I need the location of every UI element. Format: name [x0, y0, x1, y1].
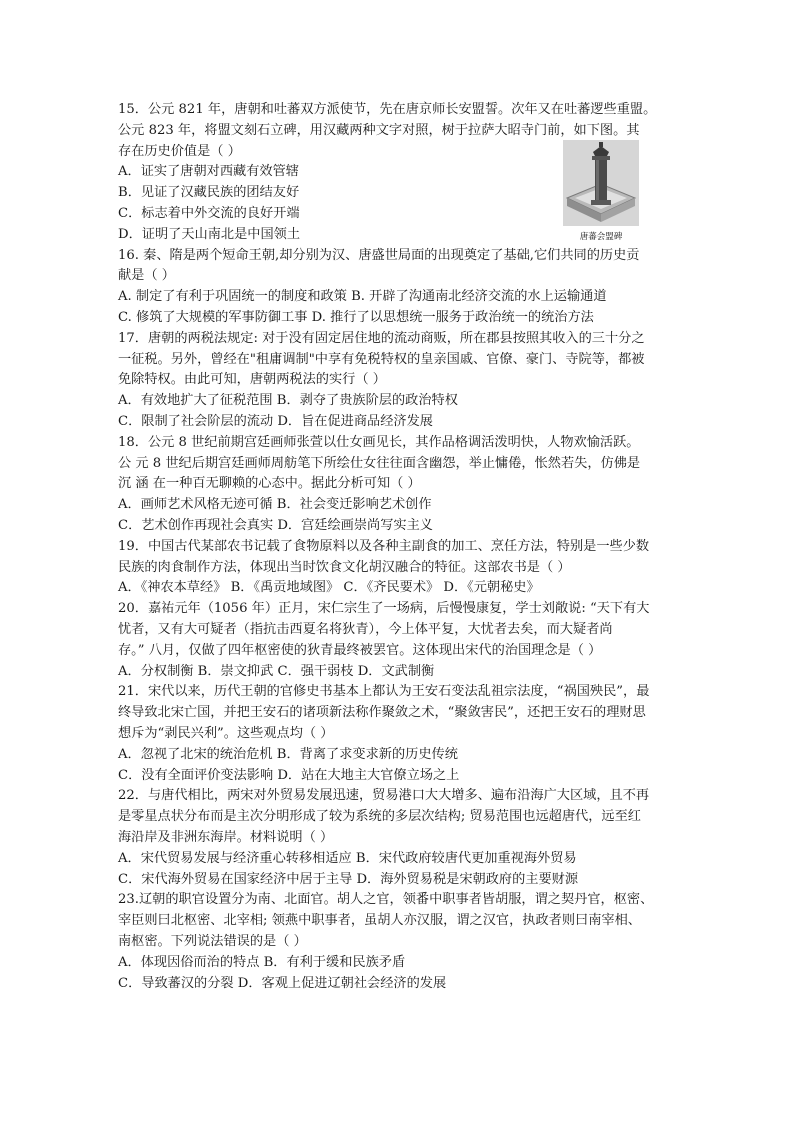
text-line: 想斥为“剥民兴利”。这些观点均（ ） [118, 726, 334, 741]
text-line: 17．唐朝的两税法规定: 对于没有固定居住地的流动商贩，所在郡县按照其收入的三十分之 [118, 330, 645, 346]
stele-icon [563, 140, 639, 226]
text-line: C．艺术创作再现社会真实 D．宫廷绘画崇尚写实主义 [118, 518, 433, 533]
text-line: A. 制定了有利于巩固统一的制度和政策 B. 开辟了沟通南北经济交流的水上运输通道 [118, 289, 607, 305]
text-line: A．画师艺术风格无迹可循 B．社会变迁影响艺术创作 [118, 497, 432, 513]
stele-figure [563, 140, 639, 244]
text-line: 沉 涵 在一种百无聊赖的心态中。据此分析可知（ ） [118, 476, 421, 492]
text-line: C. 修筑了大规模的军事防御工事 D. 推行了以思想统一服务于政治统一的统治方法 [118, 310, 594, 325]
text-line: 献是（ ） [118, 268, 175, 284]
text-line: 海沿岸及非洲东海岸。材料说明（ ） [118, 830, 334, 845]
text-line: 16. 秦、隋是两个短命王朝,却分别为汉、唐盛世局面的出现奠定了基础,它们共同的历史贡 [118, 247, 640, 263]
text-line: C．没有全面评价变法影响 D．站在大地主大官僚立场之上 [118, 767, 460, 783]
text-line: 22．与唐代相比，两宋对外贸易发展迅速，贸易港口大大增多、遍布沿海广大区域，且不再 [118, 788, 650, 804]
text-line: D．证明了天山南北是中国领土 [118, 226, 301, 242]
text-line: 免除特权。由此可知，唐朝两税法的实行（ ） [118, 372, 386, 388]
text-line: A．忽视了北宋的统治危机 B．背离了求变求新的历史传统 [118, 746, 458, 762]
text-line: 15．公元 821 年，唐朝和吐蕃双方派使节，先在唐京师长安盟誓。次年又在吐蕃逻些重盟。 [118, 102, 657, 117]
text-line: A．证实了唐朝对西藏有效管辖 [118, 164, 299, 180]
text-line: B．见证了汉藏民族的团结友好 [118, 185, 300, 201]
text-line: 公元 823 年，将盟文刻石立碑，用汉藏两种文字对照，树于拉萨大昭寺门前，如下图。其 [118, 122, 640, 138]
text-line: A．有效地扩大了征税范围 B．剥夺了贵族阶层的政治特权 [118, 393, 458, 409]
stele-photo [563, 140, 639, 226]
text-line: 终导致北宋亡国，并把王安石的诸项新法称作聚敛之术，“聚敛害民”，还把王安石的理财思 [118, 705, 646, 721]
text-line: A．宋代贸易发展与经济重心转移相适应 B．宋代政府较唐代更加重视海外贸易 [118, 850, 577, 866]
text-line: 是零星点状分布而是主次分明形成了较为系统的多层次结构; 贸易范围也远超唐代，远至红 [118, 809, 641, 825]
stele-caption: 唐蕃会盟碑 [579, 232, 623, 242]
text-line: 20．嘉祐元年（1056 年）正月，宋仁宗生了一场病，后慢慢康复，学士刘敞说: “天下有大 [118, 601, 650, 617]
text-line: C．宋代海外贸易在国家经济中居于主导 D．海外贸易税是宋朝政府的主要财源 [118, 871, 579, 887]
text-line: 存在历史价值是（ ） [118, 143, 241, 159]
text-line: 忧者，又有大可疑者（指抗击西夏名将狄青），今上体平复，大忧者去矣，而大疑者尚 [118, 622, 613, 637]
text-line: A．分权制衡 B．崇文抑武 C．强干弱枝 D．文武制衡 [118, 663, 435, 679]
text-line: 18．公元 8 世纪前期宫廷画师张萱以仕女画见长，其作品格调活泼明快，人物欢愉活跃。 [118, 434, 640, 450]
text-line: A．体现因俗而治的特点 B．有利于缓和民族矛盾 [118, 954, 406, 970]
text-line: C．导致蕃汉的分裂 D．客观上促进辽朝社会经济的发展 [118, 975, 447, 991]
text-line: 一征税。另外，曾经在"租庸调制"中享有免税特权的皇亲国戚、官僚、豪门、寺院等，都被 [118, 351, 645, 367]
text-line: A．《神农本草经》 B．《禹贡地域图》 C．《齐民要术》 D．《元朝秘史》 [118, 580, 540, 596]
text-line: 南枢密。下列说法错误的是（ ） [118, 934, 307, 949]
text-line: 21．宋代以来，历代王朝的官修史书基本上都认为王安石变法乱祖宗法度，“祸国殃民”，最 [118, 684, 650, 700]
text-line: 公 元 8 世纪后期宫廷画师周舫笔下所绘仕女往往面含幽怨，举止慵倦，怅然若失，仿佛是 [118, 455, 641, 471]
text-line: C．标志着中外交流的良好开端 [118, 206, 300, 221]
text-line: 民族的肉食制作方法，体现出当时饮食文化胡汉融合的特征。这部农书是（ ） [118, 559, 571, 575]
text-line: 宰臣则曰北枢密、北宰相; 领燕中职事者，虽胡人亦汉服，谓之汉官，执政者则曰南宰相、 [118, 913, 641, 929]
text-line: 19．中国古代某部农书记载了食物原料以及各种主副食的加工、烹任方法，特别是一些少数 [118, 538, 650, 554]
text-line: 存。” 八月，仅做了四年枢密使的狄青最终被罢官。这体现出宋代的治国理念是（ ） [118, 642, 602, 658]
text-line: C．限制了社会阶层的流动 D．旨在促进商品经济发展 [118, 414, 433, 429]
text-line: 23.辽朝的职官设置分为南、北面官。胡人之官，领番中职事者皆胡服，谓之契丹官，枢密、 [118, 892, 654, 908]
